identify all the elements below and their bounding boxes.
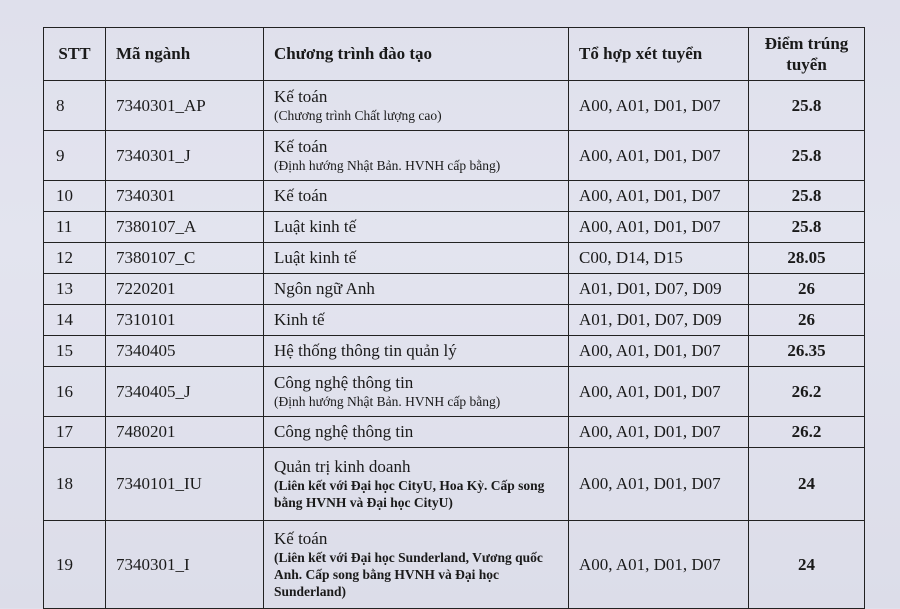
- row-code: 7380107_A: [106, 212, 264, 243]
- table-row: [44, 181, 865, 212]
- row-program: [264, 81, 569, 131]
- row-program: [264, 336, 569, 367]
- program-name: Kế toán: [274, 137, 328, 156]
- row-combo: A00, A01, D01, D07: [569, 448, 749, 521]
- row-program: [264, 521, 569, 609]
- header-score-line1: Điểm trúng: [764, 34, 849, 53]
- row-score: 26.2: [749, 367, 865, 417]
- header-code: Mã ngành: [106, 28, 264, 81]
- row-stt: 17: [44, 417, 106, 448]
- table-row: [44, 336, 865, 367]
- row-combo: A01, D01, D07, D09: [569, 305, 749, 336]
- row-stt: 13: [44, 274, 106, 305]
- row-score: 25.8: [749, 212, 865, 243]
- row-code: 7340301_AP: [106, 81, 264, 131]
- row-score: 24: [749, 448, 865, 521]
- table-row: [44, 274, 865, 305]
- row-score: 26: [749, 305, 865, 336]
- row-code: 7480201: [106, 417, 264, 448]
- row-combo: A00, A01, D01, D07: [569, 131, 749, 181]
- row-score: 26.2: [749, 417, 865, 448]
- row-code: 7220201: [106, 274, 264, 305]
- row-stt: 15: [44, 336, 106, 367]
- program-name: Luật kinh tế: [274, 248, 357, 267]
- row-combo: A01, D01, D07, D09: [569, 274, 749, 305]
- table-row: [44, 131, 865, 181]
- row-stt: 18: [44, 448, 106, 521]
- row-stt: 8: [44, 81, 106, 131]
- header-score: [749, 28, 865, 81]
- row-score: 25.8: [749, 181, 865, 212]
- row-score: 26.35: [749, 336, 865, 367]
- row-program: [264, 448, 569, 521]
- row-stt: 19: [44, 521, 106, 609]
- row-program: [264, 212, 569, 243]
- row-combo: A00, A01, D01, D07: [569, 521, 749, 609]
- row-score: 28.05: [749, 243, 865, 274]
- table-row: [44, 367, 865, 417]
- program-name: Kinh tế: [274, 310, 325, 329]
- row-code: 7340301_J: [106, 131, 264, 181]
- row-code: 7340301_I: [106, 521, 264, 609]
- header-program: Chương trình đào tạo: [264, 28, 569, 81]
- row-combo: A00, A01, D01, D07: [569, 81, 749, 131]
- row-program: [264, 417, 569, 448]
- row-score: 25.8: [749, 131, 865, 181]
- row-score: 25.8: [749, 81, 865, 131]
- row-program: [264, 131, 569, 181]
- program-name: Kế toán: [274, 529, 328, 548]
- row-code: 7340301: [106, 181, 264, 212]
- program-note: (Liên kết với Đại học CityU, Hoa Kỳ. Cấp song bằng HVNH và Đại học CityU): [274, 478, 545, 510]
- table-row: [44, 243, 865, 274]
- row-combo: C00, D14, D15: [569, 243, 749, 274]
- table-row: [44, 81, 865, 131]
- row-combo: A00, A01, D01, D07: [569, 181, 749, 212]
- program-name: Kế toán: [274, 87, 328, 106]
- row-combo: A00, A01, D01, D07: [569, 417, 749, 448]
- program-name: Kế toán: [274, 186, 328, 205]
- row-combo: A00, A01, D01, D07: [569, 212, 749, 243]
- program-name: Công nghệ thông tin: [274, 373, 414, 392]
- table-row: [44, 521, 865, 609]
- program-name: Ngôn ngữ Anh: [274, 279, 375, 298]
- row-program: [264, 274, 569, 305]
- row-combo: A00, A01, D01, D07: [569, 336, 749, 367]
- admission-score-table: [43, 27, 865, 609]
- row-stt: 14: [44, 305, 106, 336]
- row-stt: 9: [44, 131, 106, 181]
- row-program: [264, 243, 569, 274]
- row-code: 7310101: [106, 305, 264, 336]
- row-code: 7340405: [106, 336, 264, 367]
- row-stt: 12: [44, 243, 106, 274]
- row-stt: 11: [44, 212, 106, 243]
- program-note: (Định hướng Nhật Bản. HVNH cấp bằng): [274, 394, 501, 409]
- row-score: 24: [749, 521, 865, 609]
- header-score-line2: tuyển: [786, 55, 827, 74]
- row-program: [264, 305, 569, 336]
- program-note: (Chương trình Chất lượng cao): [274, 108, 442, 123]
- program-name: Luật kinh tế: [274, 217, 357, 236]
- header-combo: Tổ hợp xét tuyển: [569, 28, 749, 81]
- table-row: [44, 212, 865, 243]
- row-score: 26: [749, 274, 865, 305]
- program-note: (Liên kết với Đại học Sunderland, Vương quốc Anh. Cấp song bằng HVNH và Đại học Sunderland): [274, 550, 543, 599]
- table-row: [44, 305, 865, 336]
- row-code: 7340405_J: [106, 367, 264, 417]
- row-combo: A00, A01, D01, D07: [569, 367, 749, 417]
- program-name: Công nghệ thông tin: [274, 422, 414, 441]
- program-note: (Định hướng Nhật Bản. HVNH cấp bằng): [274, 158, 501, 173]
- program-name: Hệ thống thông tin quản lý: [274, 341, 457, 360]
- row-code: 7380107_C: [106, 243, 264, 274]
- table-row: [44, 448, 865, 521]
- row-program: [264, 367, 569, 417]
- table-row: [44, 417, 865, 448]
- row-stt: 16: [44, 367, 106, 417]
- row-program: [264, 181, 569, 212]
- header-row: [44, 28, 865, 81]
- program-name: Quản trị kinh doanh: [274, 457, 411, 476]
- header-stt: STT: [44, 28, 106, 81]
- row-code: 7340101_IU: [106, 448, 264, 521]
- row-stt: 10: [44, 181, 106, 212]
